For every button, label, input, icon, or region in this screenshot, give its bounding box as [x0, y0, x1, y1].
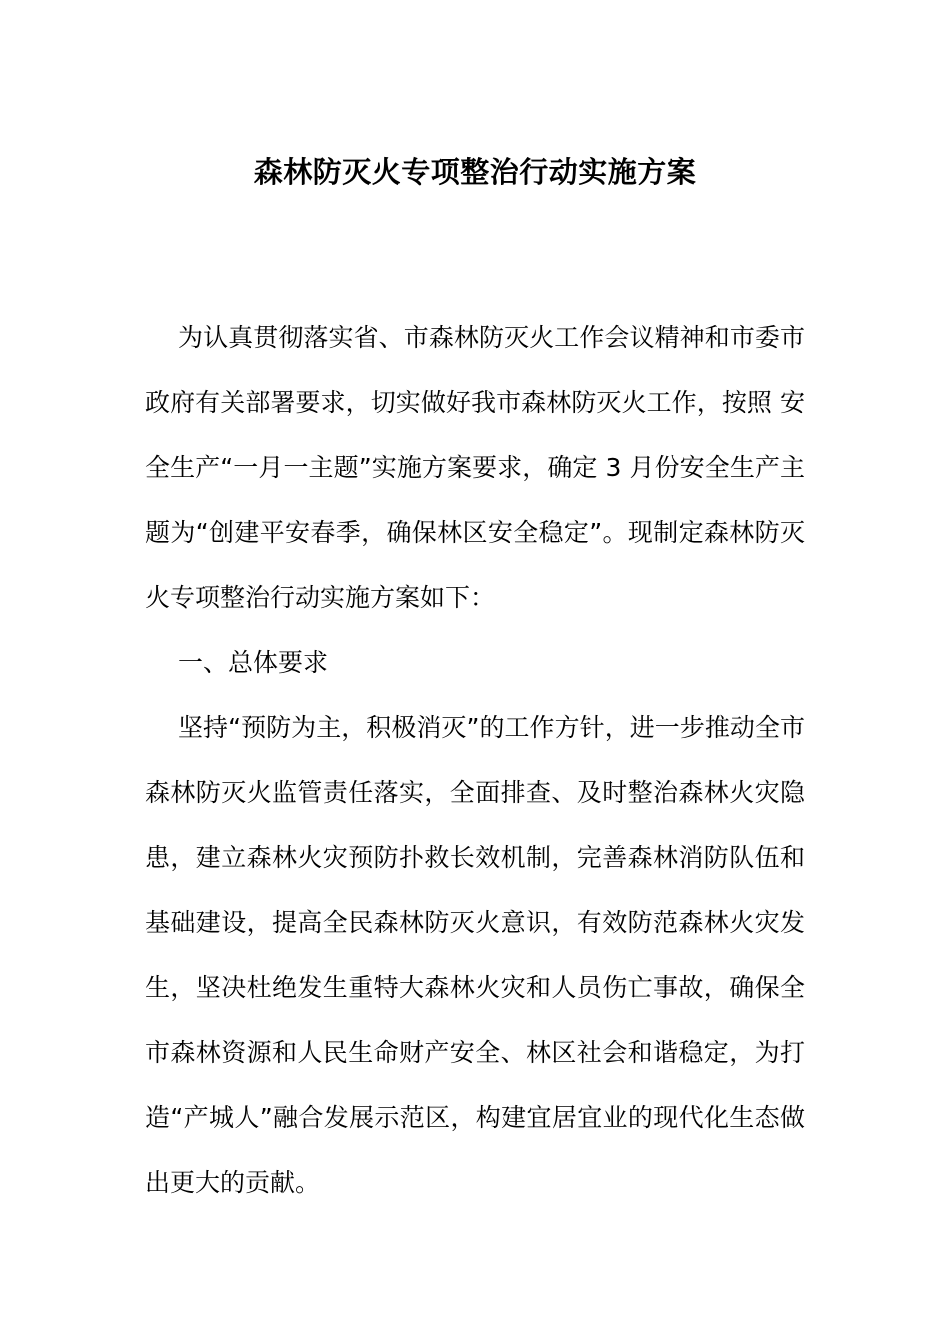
section-heading-general-requirements: 一、总体要求	[178, 648, 329, 677]
document-body	[145, 305, 805, 1215]
intro-paragraph: 为认真贯彻落实省、市森林防灭火工作会议精神和市委市政府有关部署要求，切实做好我市森林防灭火工作，按照 安全生产“一月一主题”实施方案要求，确定 3 月份安全生产主题为“创建平安春季，确保林区安全稳定”。现制定森林防灭火专项整治行动实施方案如下：	[145, 323, 805, 612]
section-paragraph-general-requirements: 坚持“预防为主，积极消灭”的工作方针，进一步推动全市森林防灭火监管责任落实，全面排查、及时整治森林火灾隐患，建立森林火灾预防扑救长效机制，完善森林消防队伍和基础建设，提高全民森林防灭火意识，有效防范森林火灾发生，坚决杜绝发生重特大森林火灾和人员伤亡事故，确保全市森林资源和人民生命财产安全、林区社会和谐稳定，为打造“产城人”融合发展示范区，构建宜居宜业的现代化生态做出更大的贡献。	[145, 713, 805, 1197]
document-title: 森林防灭火专项整治行动实施方案	[253, 155, 697, 189]
